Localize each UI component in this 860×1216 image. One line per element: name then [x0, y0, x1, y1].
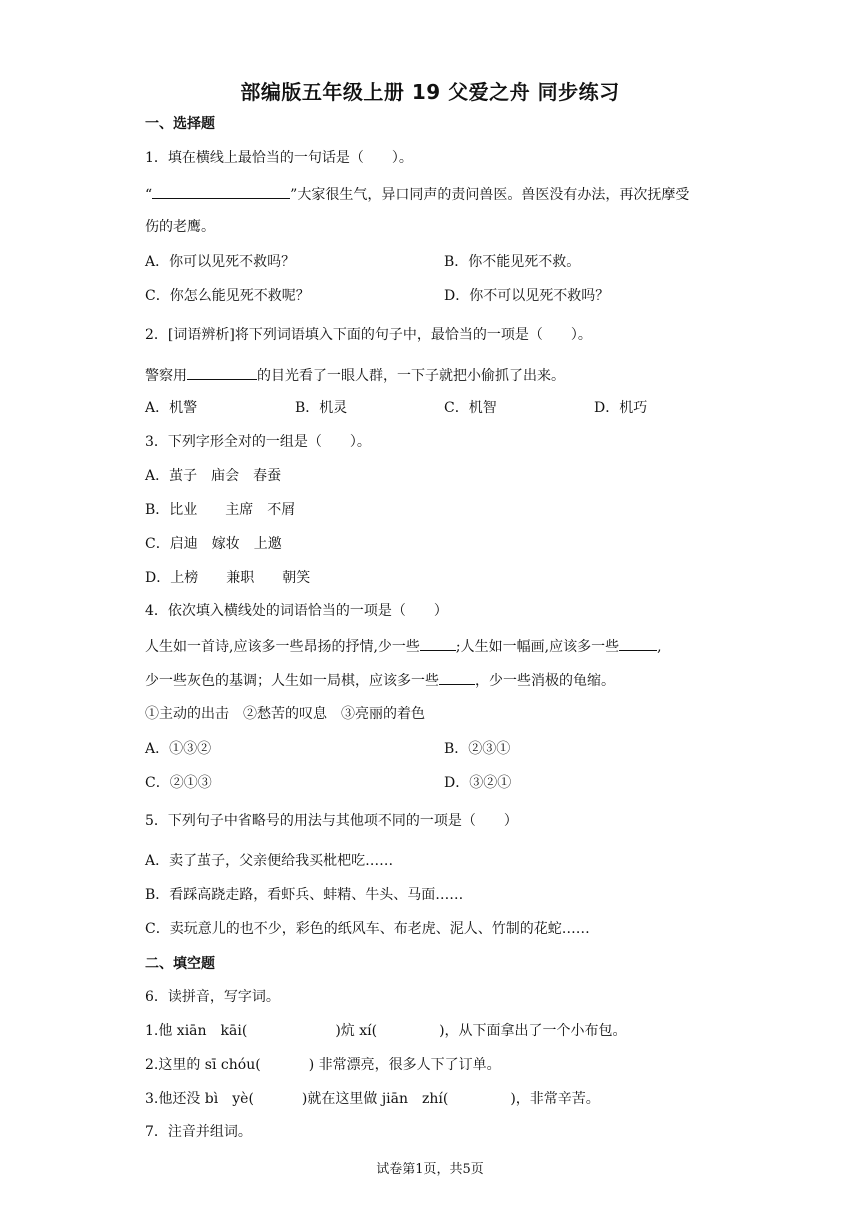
question-2-sentence [145, 365, 565, 386]
open-quote: “ [145, 187, 153, 203]
text-part: )，非常辛苦。 [510, 1091, 600, 1107]
text-part: ，少一些消极的龟缩。 [475, 673, 615, 689]
text-part: 少一些灰色的基调；人生如一局棋，应该多一些 [145, 673, 439, 689]
q3-option-a: A．茧子 庙会 春蚕 [145, 468, 282, 484]
question-6-item-3 [145, 1089, 600, 1109]
answer-blank [152, 184, 290, 199]
question-4-stem: 4．依次填入横线处的词语恰当的一项是（ ） [145, 603, 448, 619]
page-footer: 试卷第1页，共5页 [376, 1162, 484, 1177]
q2-option-b: B．机灵 [295, 400, 348, 416]
q1-option-d: D．你不可以见死不救吗？ [444, 288, 610, 304]
q4-option-d: D．③②① [444, 775, 512, 791]
section-heading-fill: 二、填空题 [145, 956, 215, 972]
question-1-text: ”大家很生气，异口同声的责问兽医。兽医没有办法，再次抚摩受 [290, 187, 690, 203]
q2-option-d: D．机巧 [594, 400, 648, 416]
q5-option-b: B．看踩高跷走路，看虾兵、蚌精、牛头、马面…… [145, 887, 464, 903]
question-1-line-a [145, 184, 689, 205]
q3-option-d: D．上榜 兼职 朝笑 [145, 570, 311, 586]
question-6-stem: 6．读拼音，写字词。 [145, 989, 280, 1005]
question-2-stem: 2．[词语辨析]将下列词语填入下面的句子中，最恰当的一项是（ ）。 [145, 327, 592, 343]
page-title: 部编版五年级上册 19 父爱之舟 同步练习 [240, 80, 620, 104]
text-part: 2.这里的 sī chóu( [145, 1057, 261, 1073]
question-4-line-2 [145, 670, 615, 691]
answer-blank [420, 636, 456, 651]
q4-option-c: C．②①③ [145, 775, 212, 791]
answer-blank [187, 365, 257, 380]
q4-option-b: B．②③① [444, 741, 511, 757]
text-part: 3.他还没 bì yè( [145, 1091, 254, 1107]
q2-option-a: A．机警 [145, 400, 198, 416]
text-part: 1.他 xiān kāi( [145, 1023, 248, 1039]
question-1-line-b: 伤的老鹰。 [145, 219, 215, 235]
section-heading-choice: 一、选择题 [145, 116, 215, 132]
question-5-stem: 5．下列句子中省略号的用法与其他项不同的一项是（ ） [145, 813, 518, 829]
q4-option-a: A．①③② [145, 741, 212, 757]
answer-blank [619, 636, 657, 651]
text-part: )炕 xí( [335, 1023, 378, 1039]
question-4-line-1 [145, 636, 662, 657]
q3-option-c: C．启迪 嫁妆 上邀 [145, 536, 282, 552]
q5-option-a: A．卖了茧子，父亲便给我买枇杷吃…… [145, 853, 394, 869]
q1-option-c: C．你怎么能见死不救呢？ [145, 288, 310, 304]
q1-option-b: B．你不能见死不救。 [444, 254, 581, 270]
sentence-part-1: 警察用 [145, 368, 187, 384]
question-4-choices: ①主动的出击 ②愁苦的叹息 ③亮丽的着色 [145, 706, 425, 722]
q2-option-c: C．机智 [444, 400, 497, 416]
question-6-item-2 [145, 1055, 501, 1075]
sentence-part-2: 的目光看了一眼人群，一下子就把小偷抓了出来。 [257, 368, 565, 384]
text-part: 人生如一首诗,应该多一些昂扬的抒情,少一些 [145, 639, 420, 655]
q3-option-b: B．比业 主席 不屑 [145, 502, 296, 518]
text-part: , [657, 639, 662, 655]
question-6-item-1 [145, 1021, 627, 1041]
text-part: )就在这里做 jiān zhí( [301, 1091, 449, 1107]
question-3-stem: 3．下列字形全对的一组是（ ）。 [145, 434, 371, 450]
text-part: )，从下面拿出了一个小布包。 [439, 1023, 627, 1039]
answer-blank [439, 670, 475, 685]
q1-option-a: A．你可以见死不救吗？ [145, 254, 296, 270]
question-7-stem: 7．注音并组词。 [145, 1124, 252, 1140]
text-part: ;人生如一幅画,应该多一些 [455, 639, 620, 655]
q5-option-c: C．卖玩意儿的也不少，彩色的纸风车、布老虎、泥人、竹制的花蛇…… [145, 921, 590, 937]
text-part: ) 非常漂亮，很多人下了订单。 [308, 1057, 501, 1073]
question-1-stem: 1．填在横线上最恰当的一句话是（ ）。 [145, 150, 413, 166]
